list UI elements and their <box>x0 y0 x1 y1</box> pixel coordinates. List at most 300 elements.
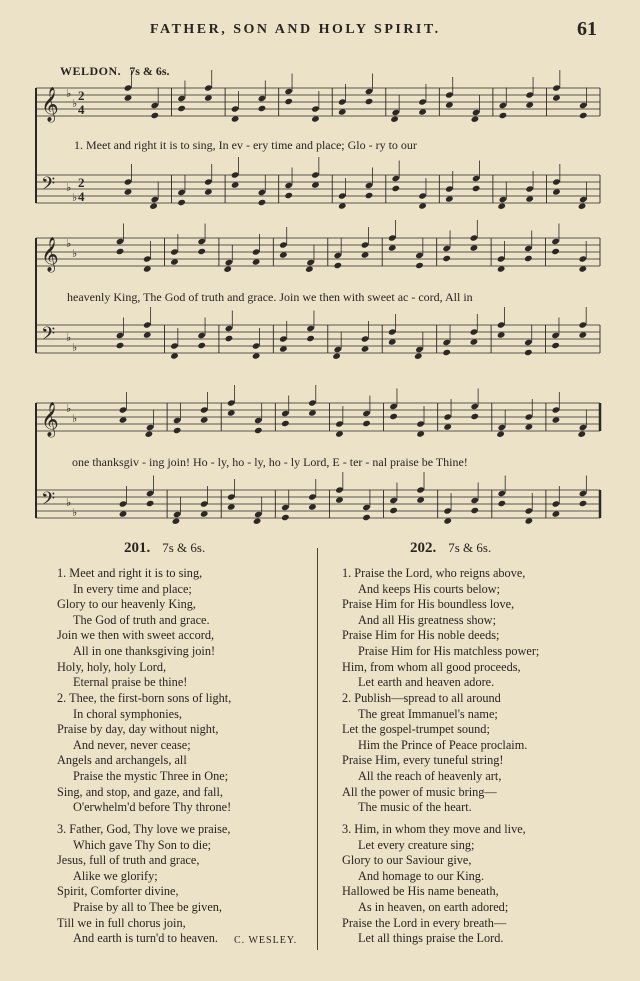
stanza-line: And homage to our King. <box>358 868 485 883</box>
hymn-201-stanza-1 <box>57 566 215 691</box>
bass-clef-icon: 𝄢 <box>41 174 56 199</box>
note-head <box>552 188 561 195</box>
note-head <box>415 252 424 259</box>
note-head <box>335 420 344 427</box>
note-head <box>365 98 374 105</box>
note-head <box>252 258 261 265</box>
flat-icon: ♭ <box>66 87 72 100</box>
note-head <box>204 84 213 91</box>
note-head <box>306 325 315 332</box>
hymn-202-meter: 7s & 6s. <box>448 540 492 555</box>
note-head <box>525 195 534 202</box>
note-head <box>442 349 451 356</box>
stanza-line: Let earth and heaven adore. <box>358 675 495 690</box>
note-head <box>308 493 317 500</box>
note-head <box>470 244 479 251</box>
hymn-202-stanza-1 <box>342 566 539 691</box>
note-head <box>525 507 534 514</box>
note-head <box>197 342 206 349</box>
stanza-line: Holy, holy, holy Lord, <box>57 659 167 674</box>
note-head <box>204 94 213 101</box>
flat-icon: ♭ <box>72 341 78 354</box>
note-head <box>223 266 232 273</box>
note-head <box>258 105 267 112</box>
note-head <box>258 199 267 206</box>
stanza-line: Till we in full chorus join, <box>57 915 186 930</box>
note-head <box>524 255 533 262</box>
note-head <box>145 431 154 438</box>
stanza-line: All in one thanksgiving join! <box>73 643 216 658</box>
note-head <box>362 504 371 511</box>
note-head <box>392 185 401 192</box>
note-head <box>418 192 427 199</box>
stanza-line: The God of truth and grace. <box>73 612 210 627</box>
page-number: 61 <box>577 18 597 40</box>
stanza-line: Spirit, Comforter divine, <box>57 884 179 899</box>
note-head <box>445 195 454 202</box>
stanza-line: Him, from whom all good proceeds, <box>342 659 521 674</box>
stanza-line: O'erwhelm'd before Thy throne! <box>73 800 232 815</box>
note-head <box>525 185 534 192</box>
stanza-line: In choral symphonies, <box>73 706 182 721</box>
tune-meter: 7s & 6s. <box>129 64 170 78</box>
note-head <box>389 413 398 420</box>
note-head <box>470 328 479 335</box>
note-head <box>143 265 152 272</box>
hymn-202-heading <box>410 540 491 557</box>
note-head <box>365 192 374 199</box>
note-head <box>443 507 452 514</box>
note-head <box>204 178 213 185</box>
note-head <box>579 500 588 507</box>
stanza-line: 1. Meet and right it is to sing, <box>57 566 203 580</box>
stanza-line: Glory to our heavenly King, <box>57 597 196 612</box>
note-head <box>390 116 399 123</box>
note-head <box>552 406 561 413</box>
note-head <box>445 91 454 98</box>
note-head <box>416 420 425 427</box>
stanza-line: 3. Father, God, Thy love we praise, <box>57 822 231 836</box>
note-head <box>551 248 560 255</box>
note-head <box>418 108 427 115</box>
note-head <box>416 430 425 437</box>
note-head <box>173 417 182 424</box>
stanza-line: And all His greatness show; <box>358 612 496 627</box>
note-head <box>254 511 263 518</box>
note-head <box>231 171 240 178</box>
note-head <box>551 342 560 349</box>
note-head <box>200 416 209 423</box>
note-head <box>472 109 481 116</box>
stanza-line: Join we then with sweet accord, <box>57 628 215 643</box>
note-head <box>311 181 320 188</box>
note-head <box>579 265 588 272</box>
note-head <box>472 185 481 192</box>
note-head <box>124 94 133 101</box>
hymn-202-stanza-3 <box>342 822 526 947</box>
note-head <box>414 353 423 360</box>
stanza-line: Let all things praise the Lord. <box>358 931 504 946</box>
note-head <box>496 431 505 438</box>
note-head <box>497 321 506 328</box>
note-head <box>116 342 125 349</box>
note-head <box>415 346 424 353</box>
flat-icon: ♭ <box>72 247 78 260</box>
note-head <box>361 241 370 248</box>
stanza-line: Alike we glorify; <box>73 868 158 883</box>
stanza-line: Glory to our Saviour give, <box>342 853 472 868</box>
note-head <box>279 345 288 352</box>
note-head <box>579 424 588 431</box>
note-head <box>416 486 425 493</box>
note-head <box>284 98 293 105</box>
note-head <box>388 244 397 251</box>
note-head <box>306 335 315 342</box>
note-head <box>497 331 506 338</box>
note-head <box>116 238 125 245</box>
flat-icon: ♭ <box>66 331 72 344</box>
note-head <box>119 510 128 517</box>
note-head <box>284 192 293 199</box>
stanza-line: Praise Him, every tuneful string! <box>342 753 504 768</box>
note-head <box>197 238 206 245</box>
note-head <box>392 175 401 182</box>
note-head <box>170 352 179 359</box>
stanza-line: And keeps His courts below; <box>358 581 501 596</box>
note-head <box>338 192 347 199</box>
note-head <box>151 112 160 119</box>
note-head <box>227 399 236 406</box>
note-head <box>151 102 160 109</box>
stanza-line: Let every creature sing; <box>358 837 475 852</box>
note-head <box>305 266 314 273</box>
note-head <box>389 403 398 410</box>
note-head <box>334 252 343 259</box>
note-head <box>200 510 209 517</box>
note-head <box>338 202 347 209</box>
note-head <box>445 101 454 108</box>
column-divider <box>317 548 318 950</box>
treble-clef-icon: 𝄞 <box>41 402 59 437</box>
note-head <box>525 517 534 524</box>
flat-icon: ♭ <box>66 237 72 250</box>
note-head <box>281 514 290 521</box>
note-head <box>497 255 506 262</box>
note-head <box>172 518 181 525</box>
note-head <box>365 182 374 189</box>
hymn-201-meter: 7s & 6s. <box>162 540 206 555</box>
note-head <box>579 102 588 109</box>
note-head <box>497 265 506 272</box>
note-head <box>389 497 398 504</box>
hymn-201-number: 201. <box>124 540 151 556</box>
treble-clef-icon: 𝄞 <box>41 237 59 272</box>
note-head <box>308 409 317 416</box>
stanza-line: And never, never cease; <box>73 737 191 752</box>
note-head <box>525 101 534 108</box>
note-head <box>470 507 479 514</box>
note-head <box>279 335 288 342</box>
stanza-line: All the power of music bring— <box>342 784 497 799</box>
note-head <box>200 500 209 507</box>
note-head <box>361 251 370 258</box>
note-head <box>281 504 290 511</box>
note-head <box>143 321 152 328</box>
note-head <box>311 115 320 122</box>
note-head <box>177 105 186 112</box>
note-head <box>361 335 370 342</box>
note-head <box>197 248 206 255</box>
note-head <box>143 331 152 338</box>
note-head <box>499 196 508 203</box>
flat-icon: ♭ <box>72 97 78 110</box>
stanza-line: 1. Praise the Lord, who reigns above, <box>342 566 526 580</box>
note-head <box>470 338 479 345</box>
hymn-201-author: C. WESLEY. <box>234 935 298 946</box>
note-head <box>472 175 481 182</box>
stanza-line: Praise by day, day without night, <box>57 722 219 737</box>
stanza-line: Praise Him for His matchless power; <box>358 643 540 658</box>
note-head <box>335 486 344 493</box>
flat-icon: ♭ <box>72 412 78 425</box>
note-head <box>525 413 534 420</box>
note-head <box>418 202 427 209</box>
note-head <box>119 500 128 507</box>
stanza-line: Praise the Lord in every breath— <box>342 915 507 930</box>
note-head <box>170 248 179 255</box>
note-head <box>225 259 234 266</box>
note-head <box>308 399 317 406</box>
note-head <box>338 98 347 105</box>
stanza-line: The music of the heart. <box>358 800 472 815</box>
note-head <box>552 178 561 185</box>
music-lyric-line-1: 1. Meet and right it is to sing, In ev - ery time and place; Glo - ry to our <box>74 138 417 152</box>
note-head <box>173 427 182 434</box>
note-head <box>388 338 397 345</box>
note-head <box>552 94 561 101</box>
note-head <box>552 416 561 423</box>
note-head <box>388 328 397 335</box>
note-head <box>365 88 374 95</box>
stanza-line: Praise the mystic Three in One; <box>73 768 229 783</box>
note-head <box>170 342 179 349</box>
note-head <box>279 251 288 258</box>
stanza-line: 2. Publish—spread to all around <box>342 691 501 705</box>
note-head <box>418 98 427 105</box>
note-head <box>116 332 125 339</box>
note-head <box>552 84 561 91</box>
note-head <box>252 342 261 349</box>
note-head <box>149 203 158 210</box>
note-head <box>279 241 288 248</box>
note-head <box>499 102 508 109</box>
note-head <box>579 196 588 203</box>
time-signature: 4 <box>78 189 85 204</box>
note-head <box>124 188 133 195</box>
note-head <box>525 423 534 430</box>
note-head <box>471 116 480 123</box>
note-head <box>552 510 561 517</box>
note-head <box>227 493 236 500</box>
flat-icon: ♭ <box>66 181 72 194</box>
note-head <box>443 413 452 420</box>
note-head <box>146 424 155 431</box>
note-head <box>254 427 263 434</box>
note-head <box>499 112 508 119</box>
note-head <box>308 503 317 510</box>
stanza-line: Praise Him for His boundless love, <box>342 597 515 612</box>
note-head <box>173 511 182 518</box>
note-head <box>470 403 479 410</box>
note-head <box>311 105 320 112</box>
bass-clef-icon: 𝄢 <box>41 324 56 349</box>
flat-icon: ♭ <box>72 506 78 519</box>
note-head <box>231 105 240 112</box>
flat-icon: ♭ <box>72 191 78 204</box>
note-head <box>119 406 128 413</box>
stanza-line: All the reach of heavenly art, <box>358 768 502 783</box>
note-head <box>579 112 588 119</box>
note-head <box>151 196 160 203</box>
hymn-202-stanza-2 <box>342 691 527 816</box>
note-head <box>415 262 424 269</box>
stanza-line: Which gave Thy Son to die; <box>73 837 212 852</box>
stanza-line: 2. Thee, the first-born sons of light, <box>57 691 232 705</box>
note-head <box>281 410 290 417</box>
note-head <box>332 353 341 360</box>
note-head <box>338 108 347 115</box>
stanza-line: Praise Him for His noble deeds; <box>342 628 500 643</box>
note-head <box>362 420 371 427</box>
note-head <box>254 417 263 424</box>
note-head <box>146 500 155 507</box>
note-head <box>442 255 451 262</box>
treble-clef-icon: 𝄞 <box>41 87 59 122</box>
tune-name: WELDON. <box>60 64 122 78</box>
note-head <box>470 234 479 241</box>
stanza-line: Hallowed be His name beneath, <box>342 884 499 899</box>
note-head <box>524 339 533 346</box>
note-head <box>551 332 560 339</box>
note-head <box>284 88 293 95</box>
note-head <box>335 430 344 437</box>
note-head <box>334 262 343 269</box>
stanza-line: 3. Him, in whom they move and live, <box>342 822 526 836</box>
time-signature: 2 <box>78 88 85 103</box>
note-head <box>231 115 240 122</box>
note-head <box>392 109 401 116</box>
hymn-201-stanza-3 <box>57 822 230 947</box>
note-head <box>231 181 240 188</box>
note-head <box>227 503 236 510</box>
note-head <box>579 255 588 262</box>
note-head <box>334 346 343 353</box>
note-head <box>281 420 290 427</box>
note-head <box>258 95 267 102</box>
note-head <box>524 349 533 356</box>
stanza-line: In every time and place; <box>73 581 192 596</box>
note-head <box>443 517 452 524</box>
note-head <box>311 171 320 178</box>
note-head <box>362 514 371 521</box>
note-head <box>498 490 507 497</box>
stanza-line: Sing, and stop, and gaze, and fall, <box>57 784 223 799</box>
time-signature: 2 <box>78 175 85 190</box>
music-lyric-line-2: heavenly King, The God of truth and grace. Join we then with sweet ac - cord, All in <box>67 290 473 304</box>
note-head <box>577 431 586 438</box>
note-head <box>524 245 533 252</box>
time-signature: 4 <box>78 102 85 117</box>
note-head <box>362 410 371 417</box>
stanza-line: Eternal praise be thine! <box>73 675 188 690</box>
note-head <box>579 321 588 328</box>
hymn-201-stanza-2 <box>57 691 231 816</box>
note-head <box>579 490 588 497</box>
note-head <box>525 91 534 98</box>
note-head <box>552 500 561 507</box>
note-head <box>361 345 370 352</box>
stanza-line: The great Immanuel's name; <box>358 706 498 721</box>
note-head <box>416 496 425 503</box>
note-head <box>579 331 588 338</box>
note-head <box>252 248 261 255</box>
bass-clef-icon: 𝄢 <box>41 489 56 514</box>
flat-icon: ♭ <box>66 496 72 509</box>
note-head <box>124 84 133 91</box>
note-head <box>258 189 267 196</box>
note-head <box>578 203 587 210</box>
running-head: FATHER, SON AND HOLY SPIRIT. <box>150 22 441 37</box>
note-head <box>470 413 479 420</box>
music-lyric-line-3: one thanksgiv - ing join! Ho - ly, ho - ly, ho - ly Lord, E - ter - nal praise be Thine! <box>72 455 468 469</box>
stanza-line: Him the Prince of Peace proclaim. <box>358 737 528 752</box>
note-head <box>124 178 133 185</box>
note-head <box>253 518 262 525</box>
hymn-201-heading <box>124 540 205 557</box>
note-head <box>204 188 213 195</box>
stanza-line: Jesus, full of truth and grace, <box>57 853 200 868</box>
note-head <box>335 496 344 503</box>
note-head <box>146 490 155 497</box>
note-head <box>227 409 236 416</box>
note-head <box>443 423 452 430</box>
note-head <box>119 416 128 423</box>
note-head <box>177 199 186 206</box>
note-head <box>442 339 451 346</box>
note-head <box>177 189 186 196</box>
note-head <box>197 332 206 339</box>
note-head <box>498 424 507 431</box>
note-head <box>116 248 125 255</box>
note-head <box>177 95 186 102</box>
note-head <box>225 335 234 342</box>
flat-icon: ♭ <box>66 402 72 415</box>
stanza-line: As in heaven, on earth adored; <box>358 899 509 914</box>
hymn-202-number: 202. <box>410 540 437 556</box>
stanza-line: Praise by all to Thee be given, <box>73 899 223 914</box>
note-head <box>498 500 507 507</box>
note-head <box>442 245 451 252</box>
note-head <box>551 238 560 245</box>
note-head <box>497 203 506 210</box>
note-head <box>470 497 479 504</box>
note-head <box>252 352 261 359</box>
note-head <box>389 507 398 514</box>
note-head <box>170 258 179 265</box>
stanza-line: Let the gospel-trumpet sound; <box>342 722 490 737</box>
note-head <box>143 255 152 262</box>
note-head <box>306 259 315 266</box>
